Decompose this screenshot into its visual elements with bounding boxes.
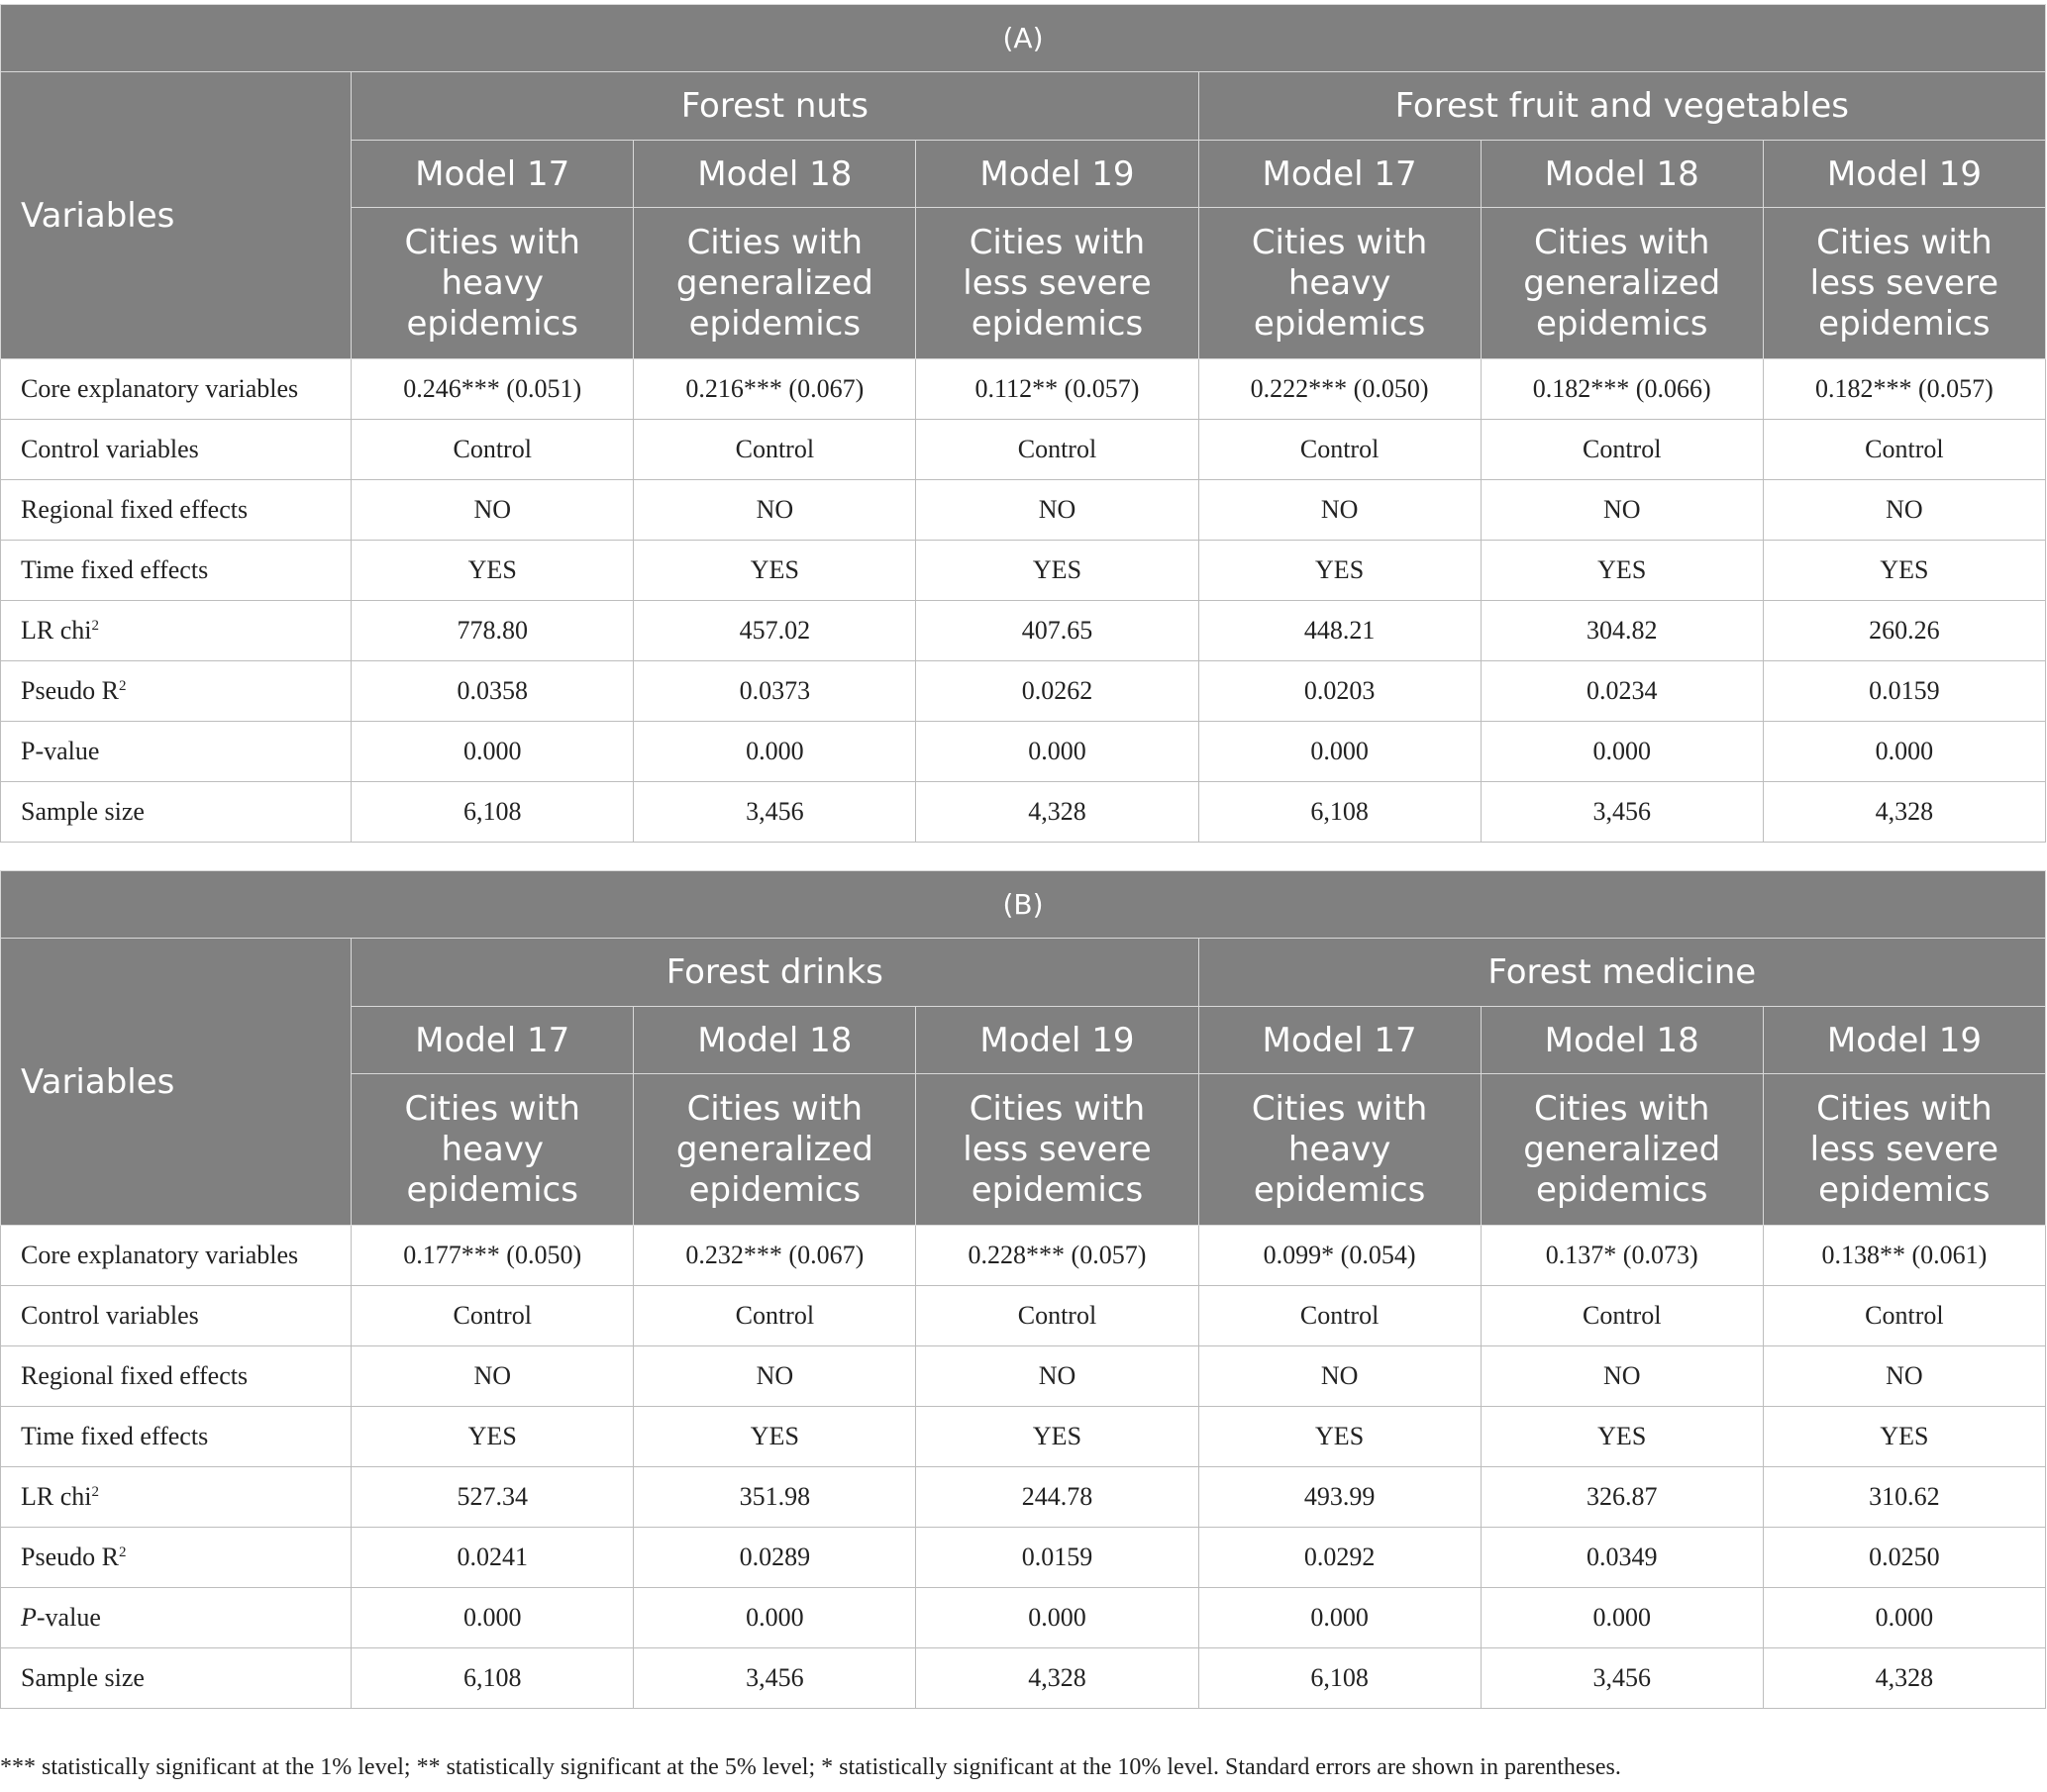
table-cell: 0.000 — [1198, 1588, 1481, 1648]
table-cell: 6,108 — [1198, 782, 1481, 843]
table-cell: YES — [634, 1407, 916, 1467]
subgroup-header — [634, 208, 916, 359]
table-cell: Control — [916, 420, 1198, 480]
table-cell: 244.78 — [916, 1467, 1198, 1528]
row-label-text: Core explanatory variables — [21, 374, 299, 403]
subgroup-line: Cities with — [969, 222, 1146, 262]
subgroup-line: less severe — [1809, 1129, 1999, 1169]
row-label-text: Control variables — [21, 435, 199, 463]
subgroup-line: less severe — [1809, 262, 1999, 303]
row-label — [1, 1286, 352, 1346]
table-cell: 0.0358 — [352, 661, 634, 722]
subgroup-header — [352, 208, 634, 359]
table-cell: 6,108 — [352, 1648, 634, 1709]
table-cell: Control — [916, 1286, 1198, 1346]
model-header: Model 18 — [1481, 141, 1763, 208]
table-cell: Control — [634, 420, 916, 480]
table-cell: 0.0262 — [916, 661, 1198, 722]
table-cell: 0.0234 — [1481, 661, 1763, 722]
table-cell: 0.0159 — [1763, 661, 2045, 722]
subgroup-line: heavy — [441, 262, 544, 303]
table-cell: 0.0289 — [634, 1528, 916, 1588]
table-cell: NO — [916, 1346, 1198, 1407]
subgroup-line: Cities with — [686, 1088, 864, 1129]
row-label-text: Core explanatory variables — [21, 1241, 299, 1269]
row-label — [1, 359, 352, 420]
table-row — [1, 1467, 2046, 1528]
row-label-text: Control variables — [21, 1301, 199, 1330]
table-cell: 778.80 — [352, 601, 634, 661]
subgroup-line: generalized — [675, 262, 873, 303]
table-cell: 457.02 — [634, 601, 916, 661]
table-cell: 448.21 — [1198, 601, 1481, 661]
subgroup-line: Cities with — [686, 222, 864, 262]
table-cell: 6,108 — [352, 782, 634, 843]
subgroup-line: epidemics — [1536, 303, 1708, 344]
table-cell: 0.000 — [634, 722, 916, 782]
subgroup-line: less severe — [963, 1129, 1152, 1169]
subgroup-header — [916, 1074, 1198, 1226]
table-cell: 0.222*** (0.050) — [1198, 359, 1481, 420]
table-cell: 0.0241 — [352, 1528, 634, 1588]
row-label — [1, 722, 352, 782]
subgroup-header — [1763, 208, 2045, 359]
subgroup-header — [352, 1074, 634, 1226]
table-cell: 0.000 — [916, 1588, 1198, 1648]
table-cell: 0.000 — [1481, 722, 1763, 782]
model-header: Model 19 — [916, 1007, 1198, 1074]
group-header: Forest drinks — [352, 939, 1198, 1007]
table-row — [1, 1407, 2046, 1467]
subgroup-line: generalized — [1523, 1129, 1721, 1169]
table-cell: YES — [1763, 541, 2045, 601]
table-cell: 0.0373 — [634, 661, 916, 722]
table-cell: YES — [352, 1407, 634, 1467]
table-row — [1, 480, 2046, 541]
table-cell: 0.099* (0.054) — [1198, 1226, 1481, 1286]
table-cell: YES — [352, 541, 634, 601]
table-cell: 0.137* (0.073) — [1481, 1226, 1763, 1286]
table-cell: 0.000 — [1763, 722, 2045, 782]
subgroup-header — [1481, 1074, 1763, 1226]
panel-label-row — [1, 871, 2046, 939]
subgroup-line: epidemics — [1818, 303, 1991, 344]
table-cell: YES — [1763, 1407, 2045, 1467]
table-cell: NO — [916, 480, 1198, 541]
table-row — [1, 1648, 2046, 1709]
row-label-text: Time fixed effects — [21, 555, 209, 584]
table-cell: YES — [634, 541, 916, 601]
table-cell: 0.216*** (0.067) — [634, 359, 916, 420]
table-row — [1, 1528, 2046, 1588]
table-cell: Control — [1481, 1286, 1763, 1346]
subgroup-line: Cities with — [404, 1088, 580, 1129]
row-label-text: P-value — [21, 737, 100, 765]
subgroup-header — [1198, 1074, 1481, 1226]
subgroup-line: Cities with — [404, 222, 580, 262]
subgroup-line: generalized — [1523, 262, 1721, 303]
table-row — [1, 1346, 2046, 1407]
table-cell: 0.177*** (0.050) — [352, 1226, 634, 1286]
table-cell: 0.0349 — [1481, 1528, 1763, 1588]
table-footnote: *** statistically significant at the 1% level; ** statistically significant at the 5% level; * statistically significant at the 10% level. Standard errors are shown in parentheses. — [0, 1754, 1621, 1780]
subgroup-line: Cities with — [1816, 222, 1993, 262]
table-cell: 407.65 — [916, 601, 1198, 661]
table-cell: 0.0159 — [916, 1528, 1198, 1588]
table-cell: 0.138** (0.061) — [1763, 1226, 2045, 1286]
table-cell: 0.228*** (0.057) — [916, 1226, 1198, 1286]
row-label — [1, 420, 352, 480]
table-row — [1, 1286, 2046, 1346]
table-cell: 0.112** (0.057) — [916, 359, 1198, 420]
table-cell: YES — [1198, 541, 1481, 601]
row-label — [1, 1588, 352, 1648]
row-label-text: Regional fixed effects — [21, 1361, 249, 1390]
group-row — [1, 72, 2046, 141]
table-cell: 0.000 — [1198, 722, 1481, 782]
subgroup-line: Cities with — [1533, 222, 1710, 262]
table-cell: 6,108 — [1198, 1648, 1481, 1709]
table-cell: NO — [352, 1346, 634, 1407]
table-cell: Control — [1481, 420, 1763, 480]
row-label-text: Pseudo R — [21, 676, 119, 705]
panel-table — [0, 4, 2046, 843]
row-label-superscript: 2 — [91, 1484, 99, 1500]
table-cell: NO — [1763, 480, 2045, 541]
table-cell: 0.000 — [916, 722, 1198, 782]
row-label — [1, 782, 352, 843]
table-cell: Control — [1763, 420, 2045, 480]
model-header: Model 18 — [1481, 1007, 1763, 1074]
subgroup-line: epidemics — [406, 303, 578, 344]
row-label — [1, 480, 352, 541]
row-label-italic: P — [21, 1603, 37, 1632]
row-label — [1, 1467, 352, 1528]
subgroup-line: epidemics — [1253, 303, 1426, 344]
subgroup-line: heavy — [1287, 1129, 1391, 1169]
subgroup-line: generalized — [675, 1129, 873, 1169]
table-row — [1, 782, 2046, 843]
table-row — [1, 359, 2046, 420]
subgroup-line: heavy — [441, 1129, 544, 1169]
panel-label: (A) — [1, 5, 2046, 72]
table-row — [1, 601, 2046, 661]
table-cell: NO — [1763, 1346, 2045, 1407]
subgroup-line: epidemics — [1818, 1169, 1991, 1210]
variables-header: Variables — [1, 72, 352, 359]
table-cell: 0.000 — [352, 1588, 634, 1648]
row-label — [1, 1528, 352, 1588]
table-cell: Control — [352, 420, 634, 480]
row-label-text: LR chi — [21, 616, 92, 645]
table-row — [1, 420, 2046, 480]
table-cell: 351.98 — [634, 1467, 916, 1528]
table-cell: 0.000 — [634, 1588, 916, 1648]
table-cell: 310.62 — [1763, 1467, 2045, 1528]
subgroup-header — [1481, 208, 1763, 359]
table-cell: NO — [1198, 1346, 1481, 1407]
table-row — [1, 1226, 2046, 1286]
subgroup-line: Cities with — [969, 1088, 1146, 1129]
subgroup-line: epidemics — [1253, 1169, 1426, 1210]
table-row — [1, 1588, 2046, 1648]
table-cell: YES — [1481, 541, 1763, 601]
table-cell: 304.82 — [1481, 601, 1763, 661]
table-cell: 0.246*** (0.051) — [352, 359, 634, 420]
table-cell: 4,328 — [916, 1648, 1198, 1709]
table-cell: 3,456 — [1481, 782, 1763, 843]
regression-tables — [0, 4, 2047, 1709]
panel-gap — [0, 843, 2047, 870]
panel-table — [0, 870, 2046, 1709]
table-cell: Control — [1198, 420, 1481, 480]
subgroup-line: epidemics — [1536, 1169, 1708, 1210]
row-label-text: Pseudo R — [21, 1543, 119, 1571]
row-label-superscript: 2 — [91, 618, 99, 634]
table-cell: NO — [1481, 480, 1763, 541]
table-row — [1, 541, 2046, 601]
row-label-rest: -value — [36, 1603, 101, 1632]
subgroup-line: heavy — [1287, 262, 1391, 303]
table-cell: NO — [352, 480, 634, 541]
table-cell: 326.87 — [1481, 1467, 1763, 1528]
row-label-text: Time fixed effects — [21, 1422, 209, 1450]
subgroup-header — [1763, 1074, 2045, 1226]
table-cell: YES — [1198, 1407, 1481, 1467]
subgroup-line: Cities with — [1816, 1088, 1993, 1129]
table-cell: Control — [634, 1286, 916, 1346]
table-cell: NO — [634, 480, 916, 541]
subgroup-line: epidemics — [688, 303, 862, 344]
table-cell: NO — [1481, 1346, 1763, 1407]
row-label-text: Regional fixed effects — [21, 495, 249, 524]
table-cell: 0.000 — [1763, 1588, 2045, 1648]
model-header: Model 17 — [1198, 141, 1481, 208]
table-cell: 0.0250 — [1763, 1528, 2045, 1588]
table-cell: 0.182*** (0.057) — [1763, 359, 2045, 420]
table-row — [1, 722, 2046, 782]
subgroup-line: epidemics — [971, 1169, 1144, 1210]
table-cell: 0.0203 — [1198, 661, 1481, 722]
subgroup-line: Cities with — [1251, 1088, 1428, 1129]
row-label — [1, 661, 352, 722]
table-cell: 0.000 — [352, 722, 634, 782]
row-label — [1, 1648, 352, 1709]
row-label — [1, 541, 352, 601]
row-label — [1, 1226, 352, 1286]
subgroup-line: Cities with — [1533, 1088, 1710, 1129]
table-cell: 0.000 — [1481, 1588, 1763, 1648]
model-header: Model 17 — [352, 1007, 634, 1074]
variables-header: Variables — [1, 939, 352, 1226]
table-cell: 0.182*** (0.066) — [1481, 359, 1763, 420]
table-cell: YES — [916, 1407, 1198, 1467]
subgroup-line: epidemics — [971, 303, 1144, 344]
row-label-superscript: 2 — [118, 1544, 127, 1560]
row-label — [1, 601, 352, 661]
model-header: Model 19 — [1763, 141, 2045, 208]
table-cell: NO — [1198, 480, 1481, 541]
row-label — [1, 1407, 352, 1467]
model-header: Model 18 — [634, 141, 916, 208]
row-label — [1, 1346, 352, 1407]
row-label-text: Sample size — [21, 797, 145, 826]
table-row — [1, 661, 2046, 722]
row-label-superscript: 2 — [118, 678, 127, 694]
group-row — [1, 939, 2046, 1007]
table-cell: 493.99 — [1198, 1467, 1481, 1528]
subgroup-line: epidemics — [688, 1169, 862, 1210]
table-cell: 3,456 — [634, 1648, 916, 1709]
table-cell: 527.34 — [352, 1467, 634, 1528]
subgroup-header — [634, 1074, 916, 1226]
table-cell: NO — [634, 1346, 916, 1407]
table-cell: 3,456 — [634, 782, 916, 843]
subgroup-line: Cities with — [1251, 222, 1428, 262]
table-cell: Control — [352, 1286, 634, 1346]
model-header: Model 17 — [1198, 1007, 1481, 1074]
group-header: Forest fruit and vegetables — [1198, 72, 2045, 141]
panel-label: (B) — [1, 871, 2046, 939]
subgroup-header — [916, 208, 1198, 359]
model-header: Model 19 — [1763, 1007, 2045, 1074]
subgroup-header — [1198, 208, 1481, 359]
model-header: Model 19 — [916, 141, 1198, 208]
table-cell: Control — [1763, 1286, 2045, 1346]
subgroup-line: less severe — [963, 262, 1152, 303]
table-cell: YES — [1481, 1407, 1763, 1467]
table-cell: YES — [916, 541, 1198, 601]
group-header: Forest nuts — [352, 72, 1198, 141]
table-cell: 260.26 — [1763, 601, 2045, 661]
table-cell: 4,328 — [1763, 782, 2045, 843]
table-cell: 0.232*** (0.067) — [634, 1226, 916, 1286]
row-label-text: Sample size — [21, 1663, 145, 1692]
table-cell: 4,328 — [916, 782, 1198, 843]
model-header: Model 17 — [352, 141, 634, 208]
model-header: Model 18 — [634, 1007, 916, 1074]
table-cell: 0.0292 — [1198, 1528, 1481, 1588]
row-label-text: LR chi — [21, 1482, 92, 1511]
subgroup-line: epidemics — [406, 1169, 578, 1210]
table-cell: 4,328 — [1763, 1648, 2045, 1709]
panel-label-row — [1, 5, 2046, 72]
table-cell: Control — [1198, 1286, 1481, 1346]
group-header: Forest medicine — [1198, 939, 2045, 1007]
table-cell: 3,456 — [1481, 1648, 1763, 1709]
